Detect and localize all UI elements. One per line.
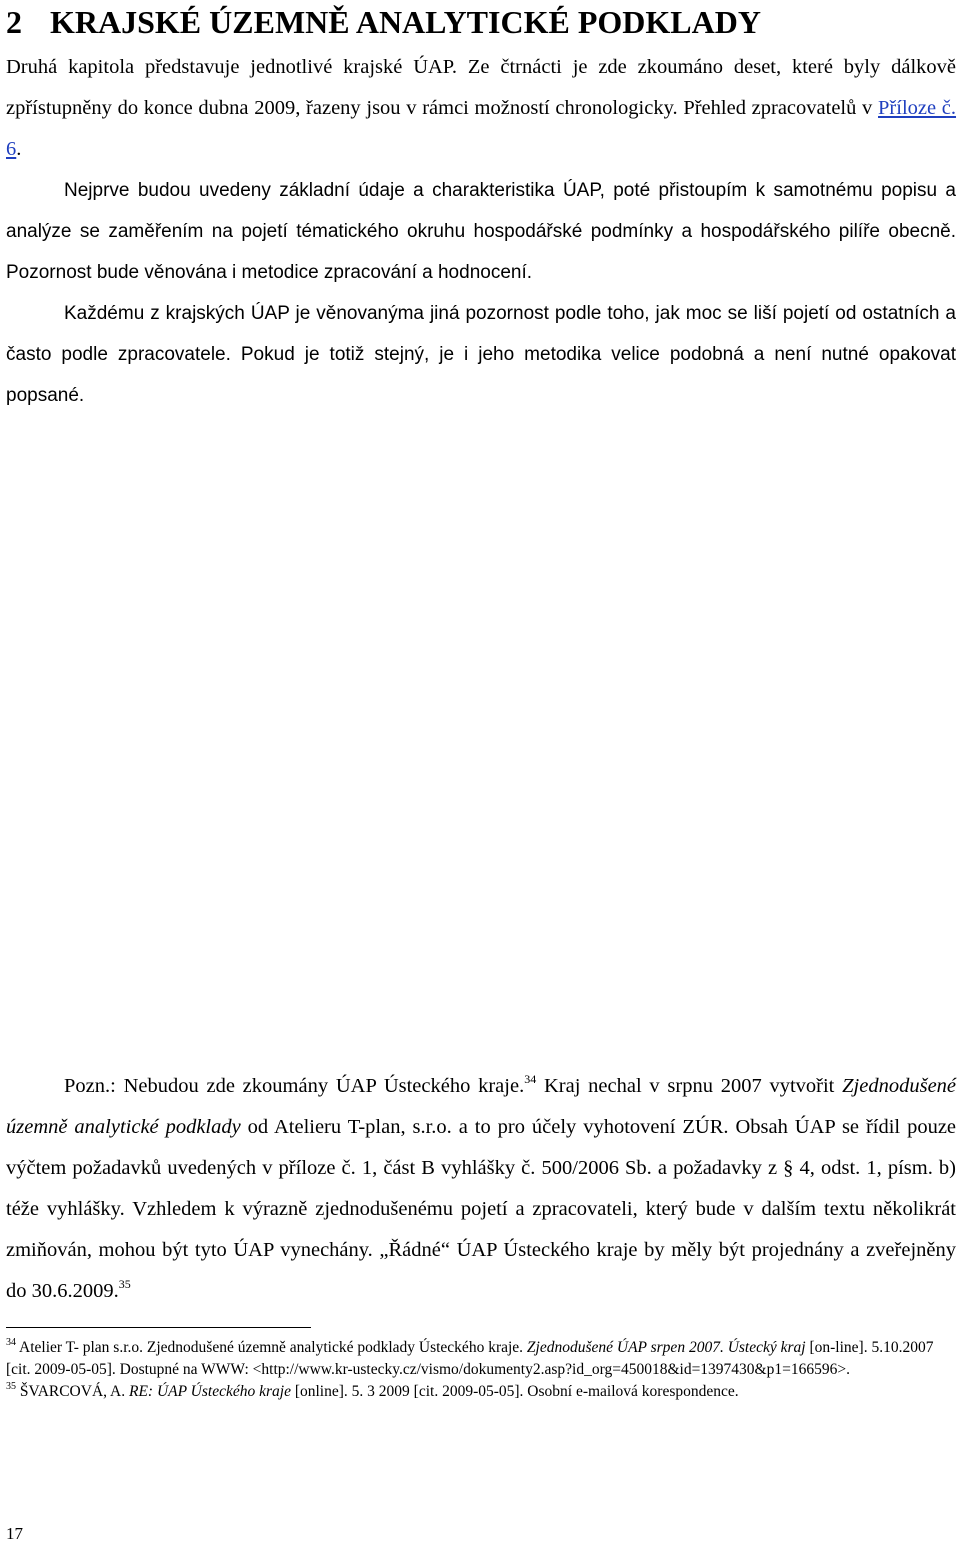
page-number: 17	[6, 1524, 23, 1543]
note-paragraph	[6, 1066, 956, 1312]
intro-text: Druhá kapitola představuje jednotlivé krajské ÚAP. Ze čtrnácti je zde zkoumáno deset, které byly dálkově zpřístupněny do konce dubna 2009, řazeny jsou v rámci možností chronologicky. Přehled zpracovatelů v	[6, 56, 956, 119]
note-italic-title: Zjednodušené územně analytické podklady	[6, 1075, 957, 1138]
methodology-paragraph: Nejprve budou uvedeny základní údaje a charakteristika ÚAP, poté přistoupím k samotnému popisu a analýze se zaměřením na pojetí tématického okruhu hospodářské podmínky a hospodářského pilíře obecně. Pozornost bude věnována i metodice zpracování a hodnocení.	[6, 180, 956, 283]
footnote-text: ŠVARCOVÁ, A.	[16, 1383, 129, 1400]
footnote-separator	[6, 1327, 311, 1328]
footnotes	[6, 1337, 946, 1403]
footnote-ref-34[interactable]: 34	[524, 1072, 537, 1086]
note-text-2: Kraj nechal v srpnu 2007 vytvořit	[536, 1075, 843, 1097]
footnote-number: 35	[6, 1381, 16, 1392]
footnote-text: [on-line]. 5.10.2007 [cit. 2009-05-05]. Dostupné na WWW: <http://www.kr-ustecky.cz/vismo/dokumenty2.asp?id_org=450018&id=1397430&p1=166596>.	[6, 1339, 934, 1378]
note-text-1: Pozn.: Nebudou zde zkoumány ÚAP Ústeckého kraje.	[64, 1075, 525, 1097]
footnote-number: 34	[6, 1337, 16, 1348]
footnote-ref-35[interactable]: 35	[118, 1277, 131, 1291]
note-text-3: od Atelieru T-plan, s.r.o. a to pro účely vyhotovení ZÚR. Obsah ÚAP se řídil pouze výčtem požadavků uvedených v příloze č. 1, část B vyhlášky č. 500/2006 Sb. a požadavky z § 4, odst. 1, písm. b) téže vyhlášky. Vzhledem k výrazně zjednodušenému pojetí a zpracovateli, který bude v dalším textu několikrát zmiňován, mohou být tyto ÚAP vynechány. „Řádné“ ÚAP Ústeckého kraje by měly být projednány a zveřejněny do 30.6.2009.	[6, 1116, 957, 1302]
chapter-heading	[6, 2, 761, 42]
footnote-italic: RE: ÚAP Ústeckého kraje	[128, 1383, 291, 1400]
chapter-number: 2	[6, 4, 22, 40]
intro-period: .	[16, 138, 22, 160]
attention-paragraph: Každému z krajských ÚAP je věnovanýma jiná pozornost podle toho, jak moc se liší pojetí od ostatních a často podle zpracovatele. Pokud je totiž stejný, je i jeho metodika velice podobná a není nutné opakovat popsané.	[6, 303, 956, 406]
footnote-34	[6, 1337, 946, 1381]
appendix-link[interactable]: Příloze č. 6	[6, 97, 957, 160]
chapter-title: KRAJSKÉ ÚZEMNĚ ANALYTICKÉ PODKLADY	[50, 4, 761, 40]
footnote-text: Atelier T- plan s.r.o. Zjednodušené územně analytické podklady Ústeckého kraje.	[16, 1339, 527, 1356]
footnote-italic: Zjednodušené ÚAP srpen 2007. Ústecký kraj	[526, 1339, 806, 1356]
intro-paragraph	[6, 47, 956, 170]
footnote-text: [online]. 5. 3 2009 [cit. 2009-05-05]. Osobní e-mailová korespondence.	[290, 1383, 739, 1400]
footnote-35	[6, 1381, 946, 1403]
